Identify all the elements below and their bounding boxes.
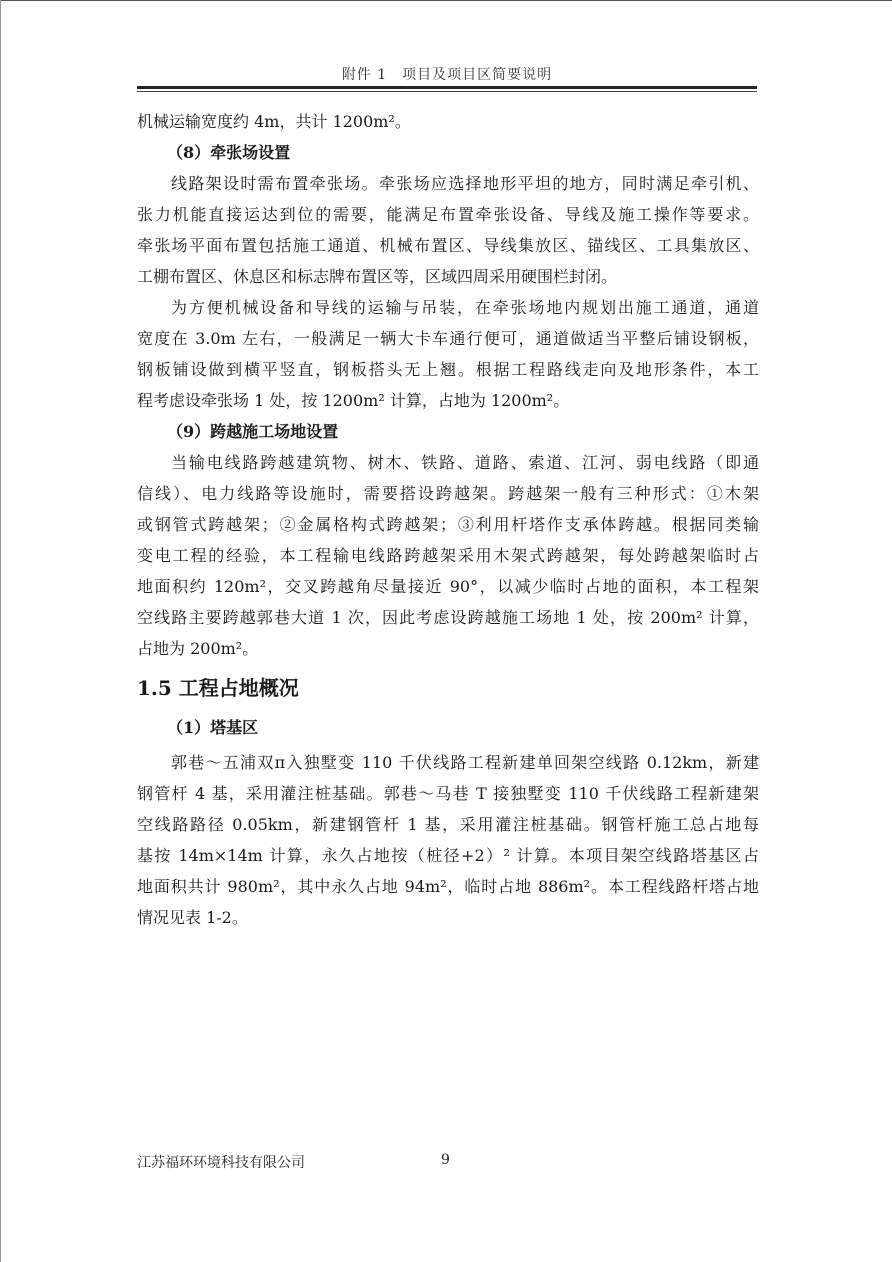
header-title: 附件 1 项目及项目区简要说明 [341, 67, 553, 83]
paragraph-line: 空线路路径 0.05km，新建钢管杆 1 基，采用灌注桩基础。钢管杆施工总占地每 [137, 815, 759, 834]
paragraph-line: 地面积约 120m²，交叉跨越角尽量接近 90°，以减少临时占地的面积，本工程架 [137, 577, 759, 596]
paragraph-line: 牵张场平面布置包括施工通道、机械布置区、导线集放区、锚线区、工具集放区、 [137, 236, 759, 255]
document-body [137, 106, 759, 933]
subheading-traction-field: （8）牵张场设置 [167, 143, 291, 162]
paragraph-line: 当输电线路跨越建筑物、树木、铁路、道路、索道、江河、弱电线路（即通 [171, 453, 759, 472]
paragraph-line: 信线）、电力线路等设施时，需要搭设跨越架。跨越架一般有三种形式：①木架 [137, 484, 759, 503]
paragraph-line: 线路架设时需布置牵张场。牵张场应选择地形平坦的地方，同时满足牵引机、 [171, 174, 759, 193]
paragraph-line: 基按 14m×14m 计算，永久占地按（桩径+2）² 计算。本项目架空线路塔基区占 [137, 846, 759, 865]
paragraph-line: 情况见表 1-2。 [137, 908, 248, 927]
paragraph-line: 张力机能直接运达到位的需要，能满足布置牵张设备、导线及施工操作等要求。 [137, 205, 759, 224]
paragraph-line: 程考虑设牵张场 1 处，按 1200m² 计算，占地为 1200m²。 [137, 391, 570, 410]
paragraph-line: 空线路主要跨越郭巷大道 1 次，因此考虑设跨越施工场地 1 处，按 200m² 计算， [137, 608, 759, 627]
paragraph-line: 变电工程的经验，本工程输电线路跨越架采用木架式跨越架，每处跨越架临时占 [137, 546, 759, 565]
paragraph-line: 地面积共计 980m²，其中永久占地 94m²，临时占地 886m²。本工程线路杆塔占地 [137, 877, 759, 896]
paragraph-line: 占地为 200m²。 [137, 639, 259, 658]
section-heading-1-5: 1.5 工程占地概况 [137, 676, 299, 700]
header-rule-thick [137, 86, 757, 89]
paragraph-line: 工棚布置区、休息区和标志牌布置区等，区域四周采用硬围栏封闭。 [137, 267, 618, 286]
page-footer [137, 1152, 757, 1174]
paragraph-line: 或钢管式跨越架；②金属格构式跨越架；③利用杆塔作支承体跨越。根据同类输 [137, 515, 759, 534]
page-top-border [0, 0, 892, 1]
subheading-crossing-site: （9）跨越施工场地设置 [167, 422, 339, 441]
page-number: 9 [441, 1152, 450, 1168]
paragraph-line: 钢板铺设做到横平竖直，钢板搭头无上翘。根据工程路线走向及地形条件，本工 [137, 360, 759, 379]
page-left-border [0, 0, 1, 1262]
paragraph-line: 钢管杆 4 基，采用灌注桩基础。郭巷～马巷 T 接独墅变 110 千伏线路工程新建架 [137, 784, 759, 803]
footer-company: 江苏福环环境科技有限公司 [137, 1155, 305, 1171]
paragraph-line: 为方便机械设备和导线的运输与吊装，在牵张场地内规划出施工通道，通道 [171, 298, 759, 317]
paragraph-line: 郭巷～五浦双π入独墅变 110 千伏线路工程新建单回架空线路 0.12km，新建 [171, 753, 759, 772]
paragraph-line: 机械运输宽度约 4m，共计 1200m²。 [137, 112, 411, 131]
header-rule-thin [137, 91, 757, 92]
page-header [137, 58, 757, 88]
paragraph-line: 宽度在 3.0m 左右，一般满足一辆大卡车通行便可，通道做适当平整后铺设钢板， [137, 329, 759, 348]
subheading-tower-base: （1）塔基区 [167, 718, 259, 737]
